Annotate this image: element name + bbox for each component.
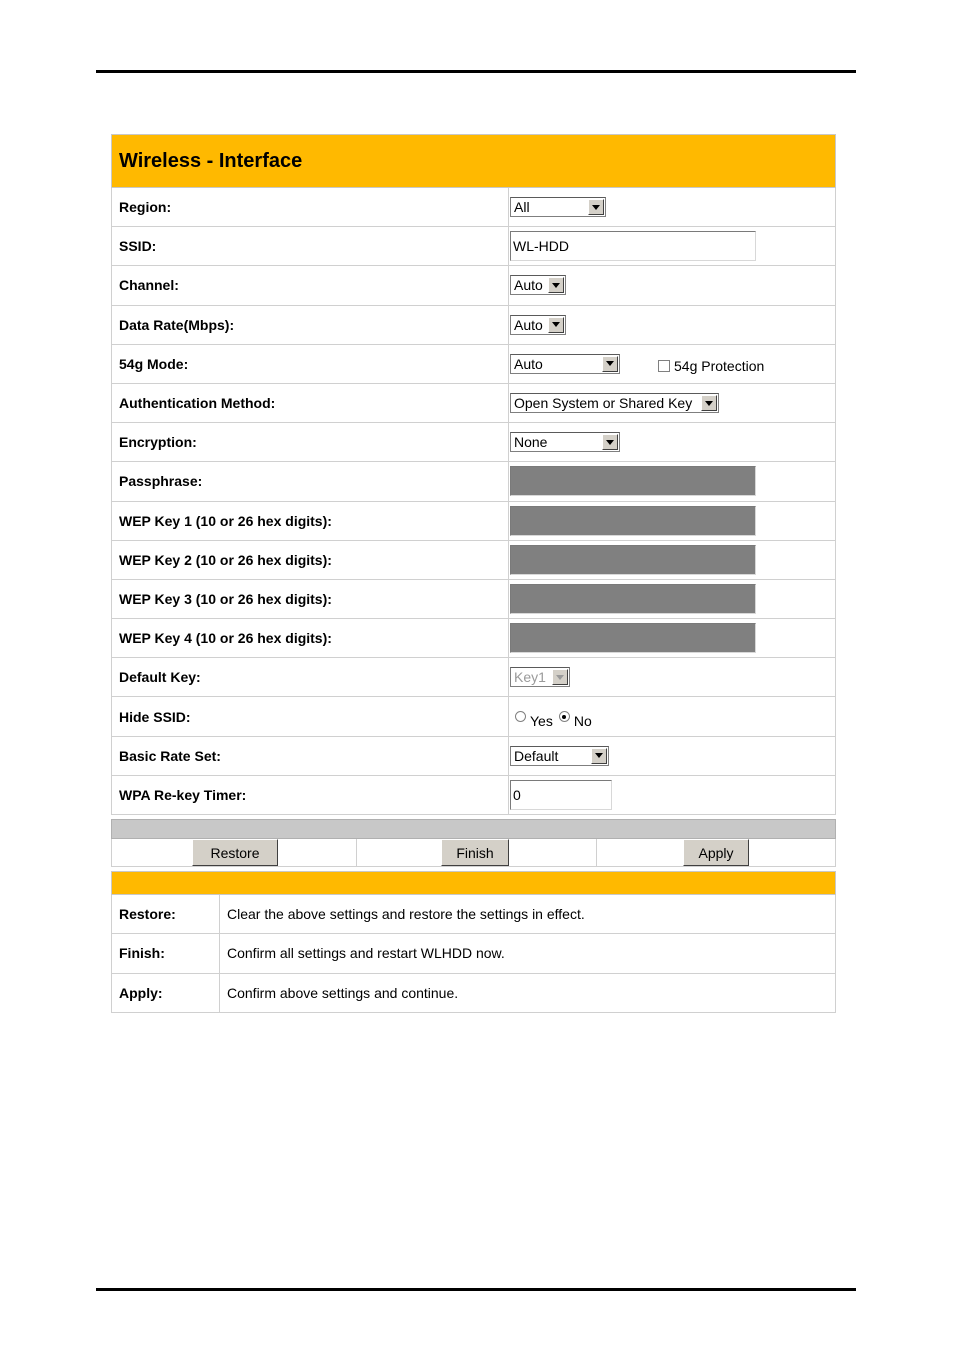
wpa-timer-input[interactable]: 0 [510,780,612,810]
encryption-label: Encryption: [111,423,509,462]
restore-description-row [111,895,836,934]
finish-cell [357,839,597,867]
encryption-select[interactable]: None [510,432,620,452]
panel-title: Wireless - Interface [111,134,836,188]
hide-ssid-row [111,697,836,736]
default-key-row [111,658,836,697]
auth-row [111,384,836,423]
apply-cell [597,839,836,867]
restore-cell [111,839,357,867]
apply-description-text: Confirm above settings and continue. [220,974,836,1013]
hide-ssid-yes-radio[interactable] [515,711,526,722]
finish-description-row [111,934,836,973]
basic-rate-label: Basic Rate Set: [111,737,509,776]
button-separator [111,819,836,839]
wireless-interface-panel [111,134,836,1013]
wpa-timer-label: WPA Re-key Timer: [111,776,509,815]
finish-button[interactable]: Finish [441,839,509,866]
passphrase-label: Passphrase: [111,462,509,501]
mode-54g-label: 54g Mode: [111,345,509,384]
apply-description-label: Apply: [111,974,220,1013]
protection-54g-checkbox[interactable] [658,360,670,372]
default-key-label: Default Key: [111,658,509,697]
hide-ssid-no-label: No [573,712,592,729]
wep-key-1-input[interactable] [510,506,756,536]
protection-54g-label: 54g Protection [674,357,765,374]
wep-key-3-label: WEP Key 3 (10 or 26 hex digits): [111,580,509,619]
button-row [111,839,836,867]
hide-ssid-label: Hide SSID: [111,697,509,736]
restore-description-label: Restore: [111,895,220,934]
data-rate-row [111,306,836,345]
data-rate-label: Data Rate(Mbps): [111,306,509,345]
mode-54g-select[interactable]: Auto [510,354,620,374]
chevron-down-icon [701,395,717,411]
ssid-row [111,227,836,266]
region-label: Region: [111,188,509,227]
wep-key-4-row [111,619,836,658]
wep-key-2-row [111,541,836,580]
restore-button[interactable]: Restore [192,839,278,866]
protection-54g [658,358,764,374]
wep-key-3-input[interactable] [510,584,756,614]
description-header [111,871,836,895]
hide-ssid-no-radio[interactable] [559,711,570,722]
passphrase-input[interactable] [510,466,756,496]
wpa-timer-row [111,776,836,815]
wep-key-4-input[interactable] [510,623,756,653]
apply-button[interactable]: Apply [683,839,749,866]
region-row [111,188,836,227]
default-key-select[interactable]: Key1 [510,667,570,687]
chevron-down-icon [588,199,604,215]
chevron-down-icon [602,434,618,450]
chevron-down-icon [591,748,607,764]
chevron-down-icon [552,669,568,685]
encryption-row [111,423,836,462]
wep-key-1-label: WEP Key 1 (10 or 26 hex digits): [111,502,509,541]
basic-rate-row [111,737,836,776]
bottom-rule [96,1288,856,1291]
hide-ssid-yes-label: Yes [530,712,553,729]
channel-label: Channel: [111,266,509,305]
ssid-label: SSID: [111,227,509,266]
auth-select[interactable]: Open System or Shared Key [510,393,719,413]
top-rule [96,70,856,73]
wep-key-3-row [111,580,836,619]
mode-54g-row [111,345,836,384]
chevron-down-icon [548,277,564,293]
ssid-input[interactable]: WL-HDD [510,231,756,261]
wep-key-2-input[interactable] [510,545,756,575]
chevron-down-icon [548,317,564,333]
region-select[interactable]: All [510,197,606,217]
wep-key-1-row [111,502,836,541]
auth-label: Authentication Method: [111,384,509,423]
finish-description-text: Confirm all settings and restart WLHDD now. [220,934,836,973]
passphrase-row [111,462,836,501]
finish-description-label: Finish: [111,934,220,973]
wep-key-4-label: WEP Key 4 (10 or 26 hex digits): [111,619,509,658]
data-rate-select[interactable]: Auto [510,315,566,335]
basic-rate-select[interactable]: Default [510,746,609,766]
channel-select[interactable]: Auto [510,275,566,295]
restore-description-text: Clear the above settings and restore the settings in effect. [220,895,836,934]
apply-description-row [111,974,836,1013]
channel-row [111,266,836,305]
chevron-down-icon [602,356,618,372]
wep-key-2-label: WEP Key 2 (10 or 26 hex digits): [111,541,509,580]
